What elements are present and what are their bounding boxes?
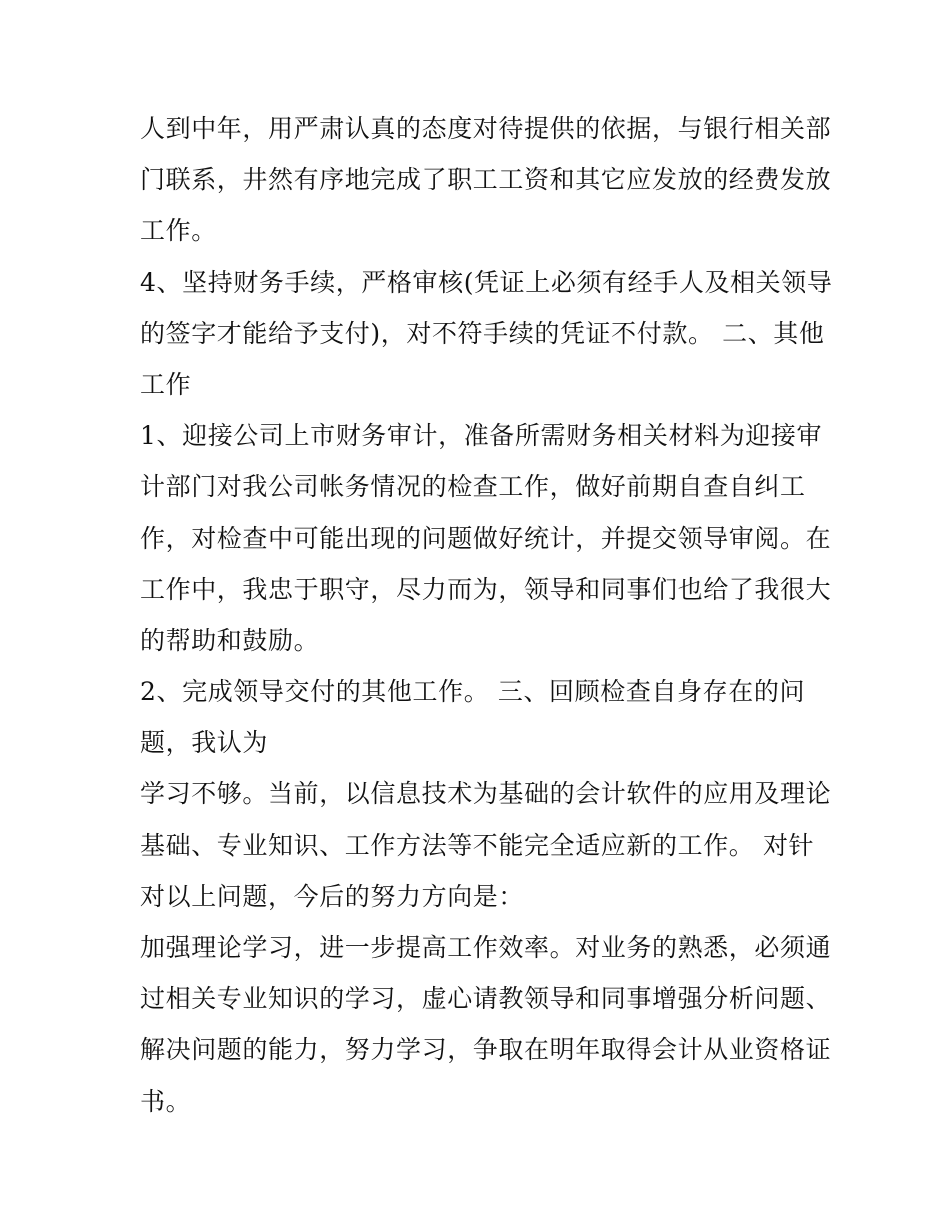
text-line: 工作。: [140, 216, 217, 246]
text-line: 计部门对我公司帐务情况的检查工作，做好前期自查自纠工: [140, 472, 806, 502]
document-body: [140, 103, 833, 1127]
text-line: 加强理论学习，进一步提高工作效率。对业务的熟悉，必须通: [140, 933, 832, 962]
text-line: 1、迎接公司上市财务审计，准备所需财务相关材料为迎接审: [140, 421, 823, 451]
text-line: 书。: [140, 1086, 192, 1116]
text-line: 过相关专业知识的学习，虚心请教领导和同事增强分析问题、: [140, 984, 832, 1014]
text-line: 2、完成领导交付的其他工作。 三、回顾检查自身存在的问: [140, 677, 806, 707]
text-line: 的帮助和鼓励。: [140, 625, 320, 655]
text-line: 对以上问题，今后的努力方向是：: [140, 881, 525, 911]
text-line: 的签字才能给予支付)，对不符手续的凭证不付款。 二、其他: [140, 318, 825, 348]
text-line: 门联系，井然有序地完成了职工工资和其它应发放的经费发放: [140, 165, 832, 195]
text-line: 解决问题的能力，努力学习，争取在明年取得会计从业资格证: [140, 1035, 832, 1065]
text-line: 学习不够。当前，以信息技术为基础的会计软件的应用及理论: [140, 779, 832, 809]
text-line: 工作: [140, 369, 192, 399]
text-line: 题，我认为: [140, 728, 269, 758]
text-line: 基础、专业知识、工作方法等不能完全适应新的工作。 对针: [140, 830, 815, 860]
text-line: 人到中年，用严肃认真的态度对待提供的依据，与银行相关部: [140, 114, 832, 143]
text-line: 4、坚持财务手续，严格审核(凭证上必须有经手人及相关领导: [140, 267, 833, 297]
text-line: 作，对检查中可能出现的问题做好统计，并提交领导审阅。在: [140, 523, 832, 553]
text-line: 工作中，我忠于职守，尽力而为，领导和同事们也给了我很大: [140, 574, 832, 604]
